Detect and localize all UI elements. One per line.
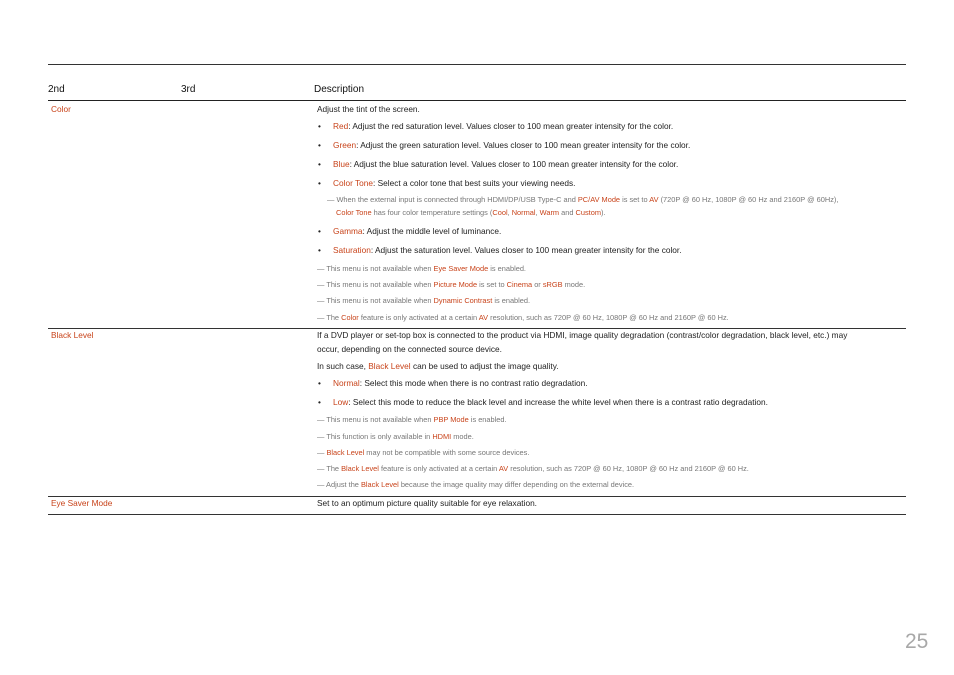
- color-blue-item: [333, 159, 678, 169]
- color-gamma-item: [333, 226, 501, 236]
- term-black-level: Black Level: [368, 361, 411, 371]
- note-mark: ―: [317, 480, 325, 489]
- term-pc-av-mode: PC/AV Mode: [577, 195, 621, 204]
- term-custom: Custom: [575, 208, 601, 217]
- note-text: The: [326, 313, 342, 322]
- bullet-green: •: [318, 140, 321, 150]
- note-text: Adjust the: [326, 480, 361, 489]
- term-av: AV: [478, 313, 489, 322]
- term-warm: Warm: [539, 208, 560, 217]
- note-text: resolution, such as 720P @ 60 Hz, 1080P @ 60 Hz and 2160P @ 60 Hz.: [488, 313, 729, 322]
- text-gamma: : Adjust the middle level of luminance.: [362, 226, 502, 236]
- term-eye-saver-mode: Eye Saver Mode: [433, 264, 489, 273]
- term-black-level: Black Level: [326, 448, 365, 457]
- note-text: is set to: [477, 280, 507, 289]
- note-text: resolution, such as 720P @ 60 Hz, 1080P @ 60 Hz and 2160P @ 60 Hz.: [508, 464, 749, 473]
- note-text: feature is only activated at a certain: [358, 313, 479, 322]
- term-hdmi: HDMI: [432, 432, 452, 441]
- note-text: feature is only activated at a certain: [378, 464, 499, 473]
- header-3rd: 3rd: [181, 84, 196, 95]
- color-tone-item: [333, 178, 575, 188]
- term-black-level: Black Level: [360, 480, 399, 489]
- header-rule: [48, 100, 906, 101]
- term-color: Color: [341, 313, 359, 322]
- term-pbp-mode: PBP Mode: [433, 415, 469, 424]
- bullet-normal: •: [318, 378, 321, 388]
- color-note-2: [317, 280, 585, 289]
- note-mark: ―: [317, 264, 325, 273]
- black-low-item: [333, 397, 768, 407]
- note-mark: ―: [327, 195, 335, 204]
- term-dynamic-contrast: Dynamic Contrast: [433, 296, 493, 305]
- term-av: AV: [498, 464, 509, 473]
- term-black-level: Black Level: [341, 464, 379, 473]
- note-text: mode.: [562, 280, 586, 289]
- note-text: or: [532, 280, 543, 289]
- text: can be used to adjust the image quality.: [410, 361, 559, 371]
- color-red-item: [333, 121, 673, 131]
- note-text: is enabled.: [492, 296, 531, 305]
- color-saturation-item: [333, 245, 682, 255]
- color-note-1: [317, 264, 526, 273]
- note-text: When the external input is connected through HDMI/DP/USB Type-C and: [336, 195, 578, 204]
- note-text: because the image quality may differ depending on the external device.: [398, 480, 635, 489]
- black-normal-item: [333, 378, 588, 388]
- note-text: is enabled.: [468, 415, 507, 424]
- note-mark: ―: [317, 448, 325, 457]
- text-normal: : Select this mode when there is no contrast ratio degradation.: [359, 378, 588, 388]
- black-intro-line2: occur, depending on the connected source device.: [317, 344, 502, 354]
- color-note-4: [317, 313, 729, 322]
- bullet-saturation: •: [318, 245, 321, 255]
- note-text: This menu is not available when: [326, 280, 434, 289]
- bullet-blue: •: [318, 159, 321, 169]
- separator: ,: [535, 208, 540, 217]
- text-red: : Adjust the red saturation level. Values closer to 100 mean greater intensity for the color.: [348, 121, 674, 131]
- separator: ,: [507, 208, 512, 217]
- row-divider: [48, 496, 906, 497]
- black-intro-line1: If a DVD player or set-top box is connected to the product via HDMI, image quality degradation (contrast/color degradation, black level, etc.) may: [317, 330, 848, 340]
- note-tone-line1: [327, 195, 838, 204]
- note-mark: ―: [317, 464, 325, 473]
- note-mark: ―: [317, 313, 325, 322]
- term-normal: Normal: [333, 378, 360, 388]
- term-low: Low: [333, 397, 349, 407]
- text-tone: : Select a color tone that best suits your viewing needs.: [372, 178, 576, 188]
- bullet-red: •: [318, 121, 321, 131]
- black-note-2: [317, 432, 474, 441]
- term-blue: Blue: [333, 159, 350, 169]
- eye-saver-text: Set to an optimum picture quality suitable for eye relaxation.: [317, 498, 537, 508]
- text-low: : Select this mode to reduce the black level and increase the white level when there is a contrast ratio degradation.: [348, 397, 768, 407]
- black-note-4: [317, 464, 749, 473]
- header-2nd: 2nd: [48, 84, 65, 95]
- row-name-color: Color: [51, 104, 71, 114]
- text-blue: : Adjust the blue saturation level. Values closer to 100 mean greater intensity for the color.: [349, 159, 679, 169]
- term-saturation: Saturation: [333, 245, 371, 255]
- term-cool: Cool: [492, 208, 508, 217]
- color-intro: Adjust the tint of the screen.: [317, 104, 420, 114]
- term-cinema: Cinema: [506, 280, 533, 289]
- bullet-low: •: [318, 397, 321, 407]
- black-note-5: [317, 480, 634, 489]
- bullet-tone: •: [318, 178, 321, 188]
- text-green: : Adjust the green saturation level. Values closer to 100 mean greater intensity for the color.: [356, 140, 691, 150]
- term-color-tone: Color Tone: [336, 208, 372, 217]
- note-text: The: [326, 464, 342, 473]
- note-text: (720P @ 60 Hz, 1080P @ 60 Hz and 2160P @ 60Hz),: [658, 195, 839, 204]
- row-divider: [48, 328, 906, 329]
- note-mark: ―: [317, 296, 325, 305]
- note-text: This menu is not available when: [326, 296, 434, 305]
- term-srgb: sRGB: [542, 280, 563, 289]
- term-green: Green: [333, 140, 357, 150]
- page-number: 25: [905, 630, 929, 653]
- note-text: This menu is not available when: [326, 415, 434, 424]
- header-description: Description: [314, 84, 365, 95]
- row-name-black-level: Black Level: [51, 330, 94, 340]
- table-bottom-rule: [48, 514, 906, 515]
- note-text: This function is only available in: [326, 432, 433, 441]
- black-note-3: [317, 448, 529, 457]
- note-text: is enabled.: [488, 264, 526, 273]
- bullet-gamma: •: [318, 226, 321, 236]
- row-name-eye-saver-mode: Eye Saver Mode: [51, 498, 113, 508]
- color-green-item: [333, 140, 690, 150]
- top-rule: [48, 64, 906, 65]
- term-tone: Color Tone: [333, 178, 373, 188]
- color-note-3: [317, 296, 530, 305]
- term-av: AV: [649, 195, 659, 204]
- text: In such case,: [317, 361, 369, 371]
- black-note-1: [317, 415, 507, 424]
- note-text: This menu is not available when: [326, 264, 434, 273]
- black-case-text: [317, 361, 559, 371]
- note-text: mode.: [451, 432, 474, 441]
- text-saturation: : Adjust the saturation level. Values closer to 100 mean greater intensity for the color.: [370, 245, 682, 255]
- note-text: is set to: [620, 195, 650, 204]
- note-text: has four color temperature settings (: [371, 208, 493, 217]
- term-normal: Normal: [511, 208, 536, 217]
- term-red: Red: [333, 121, 349, 131]
- term-gamma: Gamma: [333, 226, 363, 236]
- note-text: may not be compatible with some source devices.: [364, 448, 530, 457]
- note-mark: ―: [317, 280, 325, 289]
- note-mark: ―: [317, 415, 325, 424]
- separator: and: [559, 208, 576, 217]
- note-tone-line2: [336, 208, 606, 217]
- term-picture-mode: Picture Mode: [433, 280, 478, 289]
- note-mark: ―: [317, 432, 325, 441]
- note-text: ).: [601, 208, 606, 217]
